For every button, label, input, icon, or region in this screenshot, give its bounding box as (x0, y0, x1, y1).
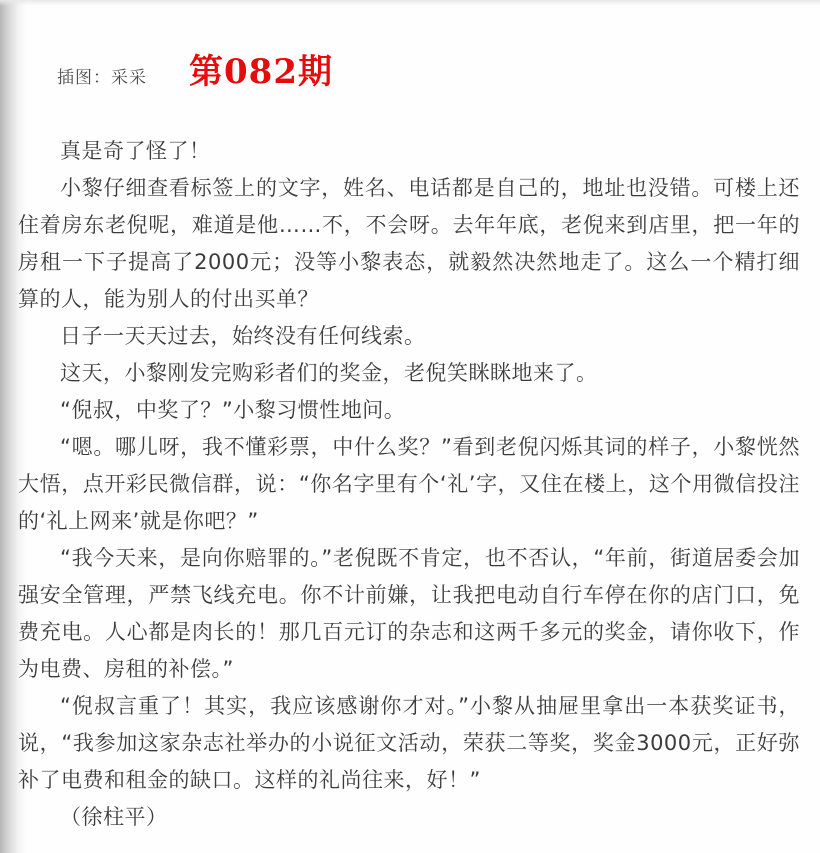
paragraph: “我今天来，是向你赔罪的。”老倪既不肯定，也不否认，“年前，街道居委会加强安全管理，严禁飞线充电。你不计前嫌，让我把电动自行车停在你的店门口，免费充电。人心都是肉长的！那几百元订的杂志和这两千多元的奖金，请你收下，作为电费、房租的补偿。” (18, 546, 800, 681)
article-body (18, 133, 800, 799)
illustration-credit: 插图：采采 (57, 68, 147, 88)
paragraph: “嗯。哪儿呀，我不懂彩票，中什么奖？”看到老倪闪烁其词的样子，小黎恍然大悟，点开彩民微信群，说：“你名字里有个‘礼’字，又住在楼上，这个用微信投注的‘礼上网来’就是你吧？” (18, 435, 800, 533)
paragraph: “倪叔言重了！其实，我应该感谢你才对。”小黎从抽屉里拿出一本获奖证书，说，“我参加这家杂志社举办的小说征文活动，荣获二等奖，奖金3000元，正好弥补了电费和租金的缺口。这样的礼尚往来，好！” (18, 694, 800, 792)
paragraph: 日子一天天过去，始终没有任何线索。 (60, 324, 426, 348)
page-header (0, 0, 820, 93)
issue-number-title: 第082期 (189, 52, 333, 92)
author-byline: （徐柱平） (60, 805, 168, 829)
paragraph: 这天，小黎刚发完购彩者们的奖金，老倪笑眯眯地来了。 (60, 361, 598, 385)
paragraph: 小黎仔细查看标签上的文字，姓名、电话都是自己的，地址也没错。可楼上还住着房东老倪呢，难道是他……不，不会呀。去年年底，老倪来到店里，把一年的房租一下子提高了2000元；没等小黎表态，就毅然决然地走了。这么一个精打细算的人，能为别人的付出买单？ (18, 176, 800, 311)
paragraph: 真是奇了怪了！ (60, 139, 211, 163)
paragraph: “倪叔，中奖了？”小黎习惯性地问。 (60, 398, 406, 422)
